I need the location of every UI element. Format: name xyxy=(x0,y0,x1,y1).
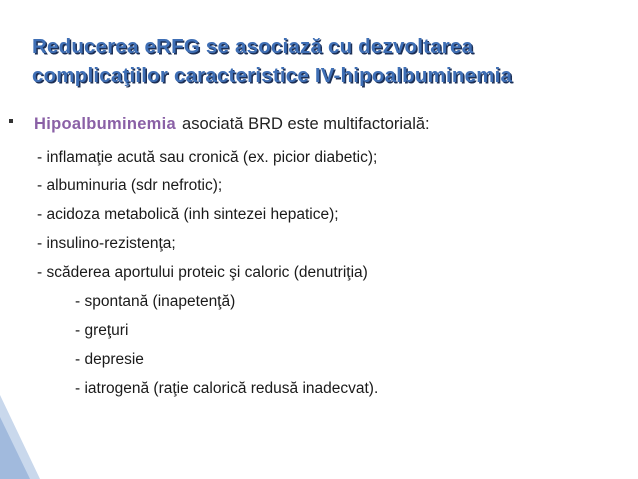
bullet-text: asociată BRD este multifactorială: xyxy=(182,115,430,133)
title-line-2: complicaţiilor caracteristice IV-hipoalbuminemia xyxy=(32,64,513,87)
list-item: - acidoza metabolică (inh sintezei hepatice); xyxy=(37,206,339,223)
bullet-point xyxy=(9,112,430,136)
list-item: - albuminuria (sdr nefrotic); xyxy=(37,177,223,194)
sub-list-item: - spontană (inapetenţă) xyxy=(75,293,236,310)
corner-decoration xyxy=(0,395,40,479)
sub-list-item: - iatrogenă (raţie calorică redusă inadecvat). xyxy=(75,380,379,397)
title-line-1: Reducerea eRFG se asociază cu dezvoltarea xyxy=(32,35,474,58)
sub-list-item: - depresie xyxy=(75,351,144,368)
bullet-term: Hipoalbuminemia xyxy=(34,115,177,133)
sub-list-item: - greţuri xyxy=(75,322,129,339)
list-item: - inflamaţie acută sau cronică (ex. picior diabetic); xyxy=(37,149,378,166)
slide-title xyxy=(32,32,612,90)
list-item: - scăderea aportului proteic şi caloric (denutriţia) xyxy=(37,264,368,281)
square-bullet-icon xyxy=(9,119,13,123)
list-item: - insulino-rezistenţa; xyxy=(37,235,176,252)
